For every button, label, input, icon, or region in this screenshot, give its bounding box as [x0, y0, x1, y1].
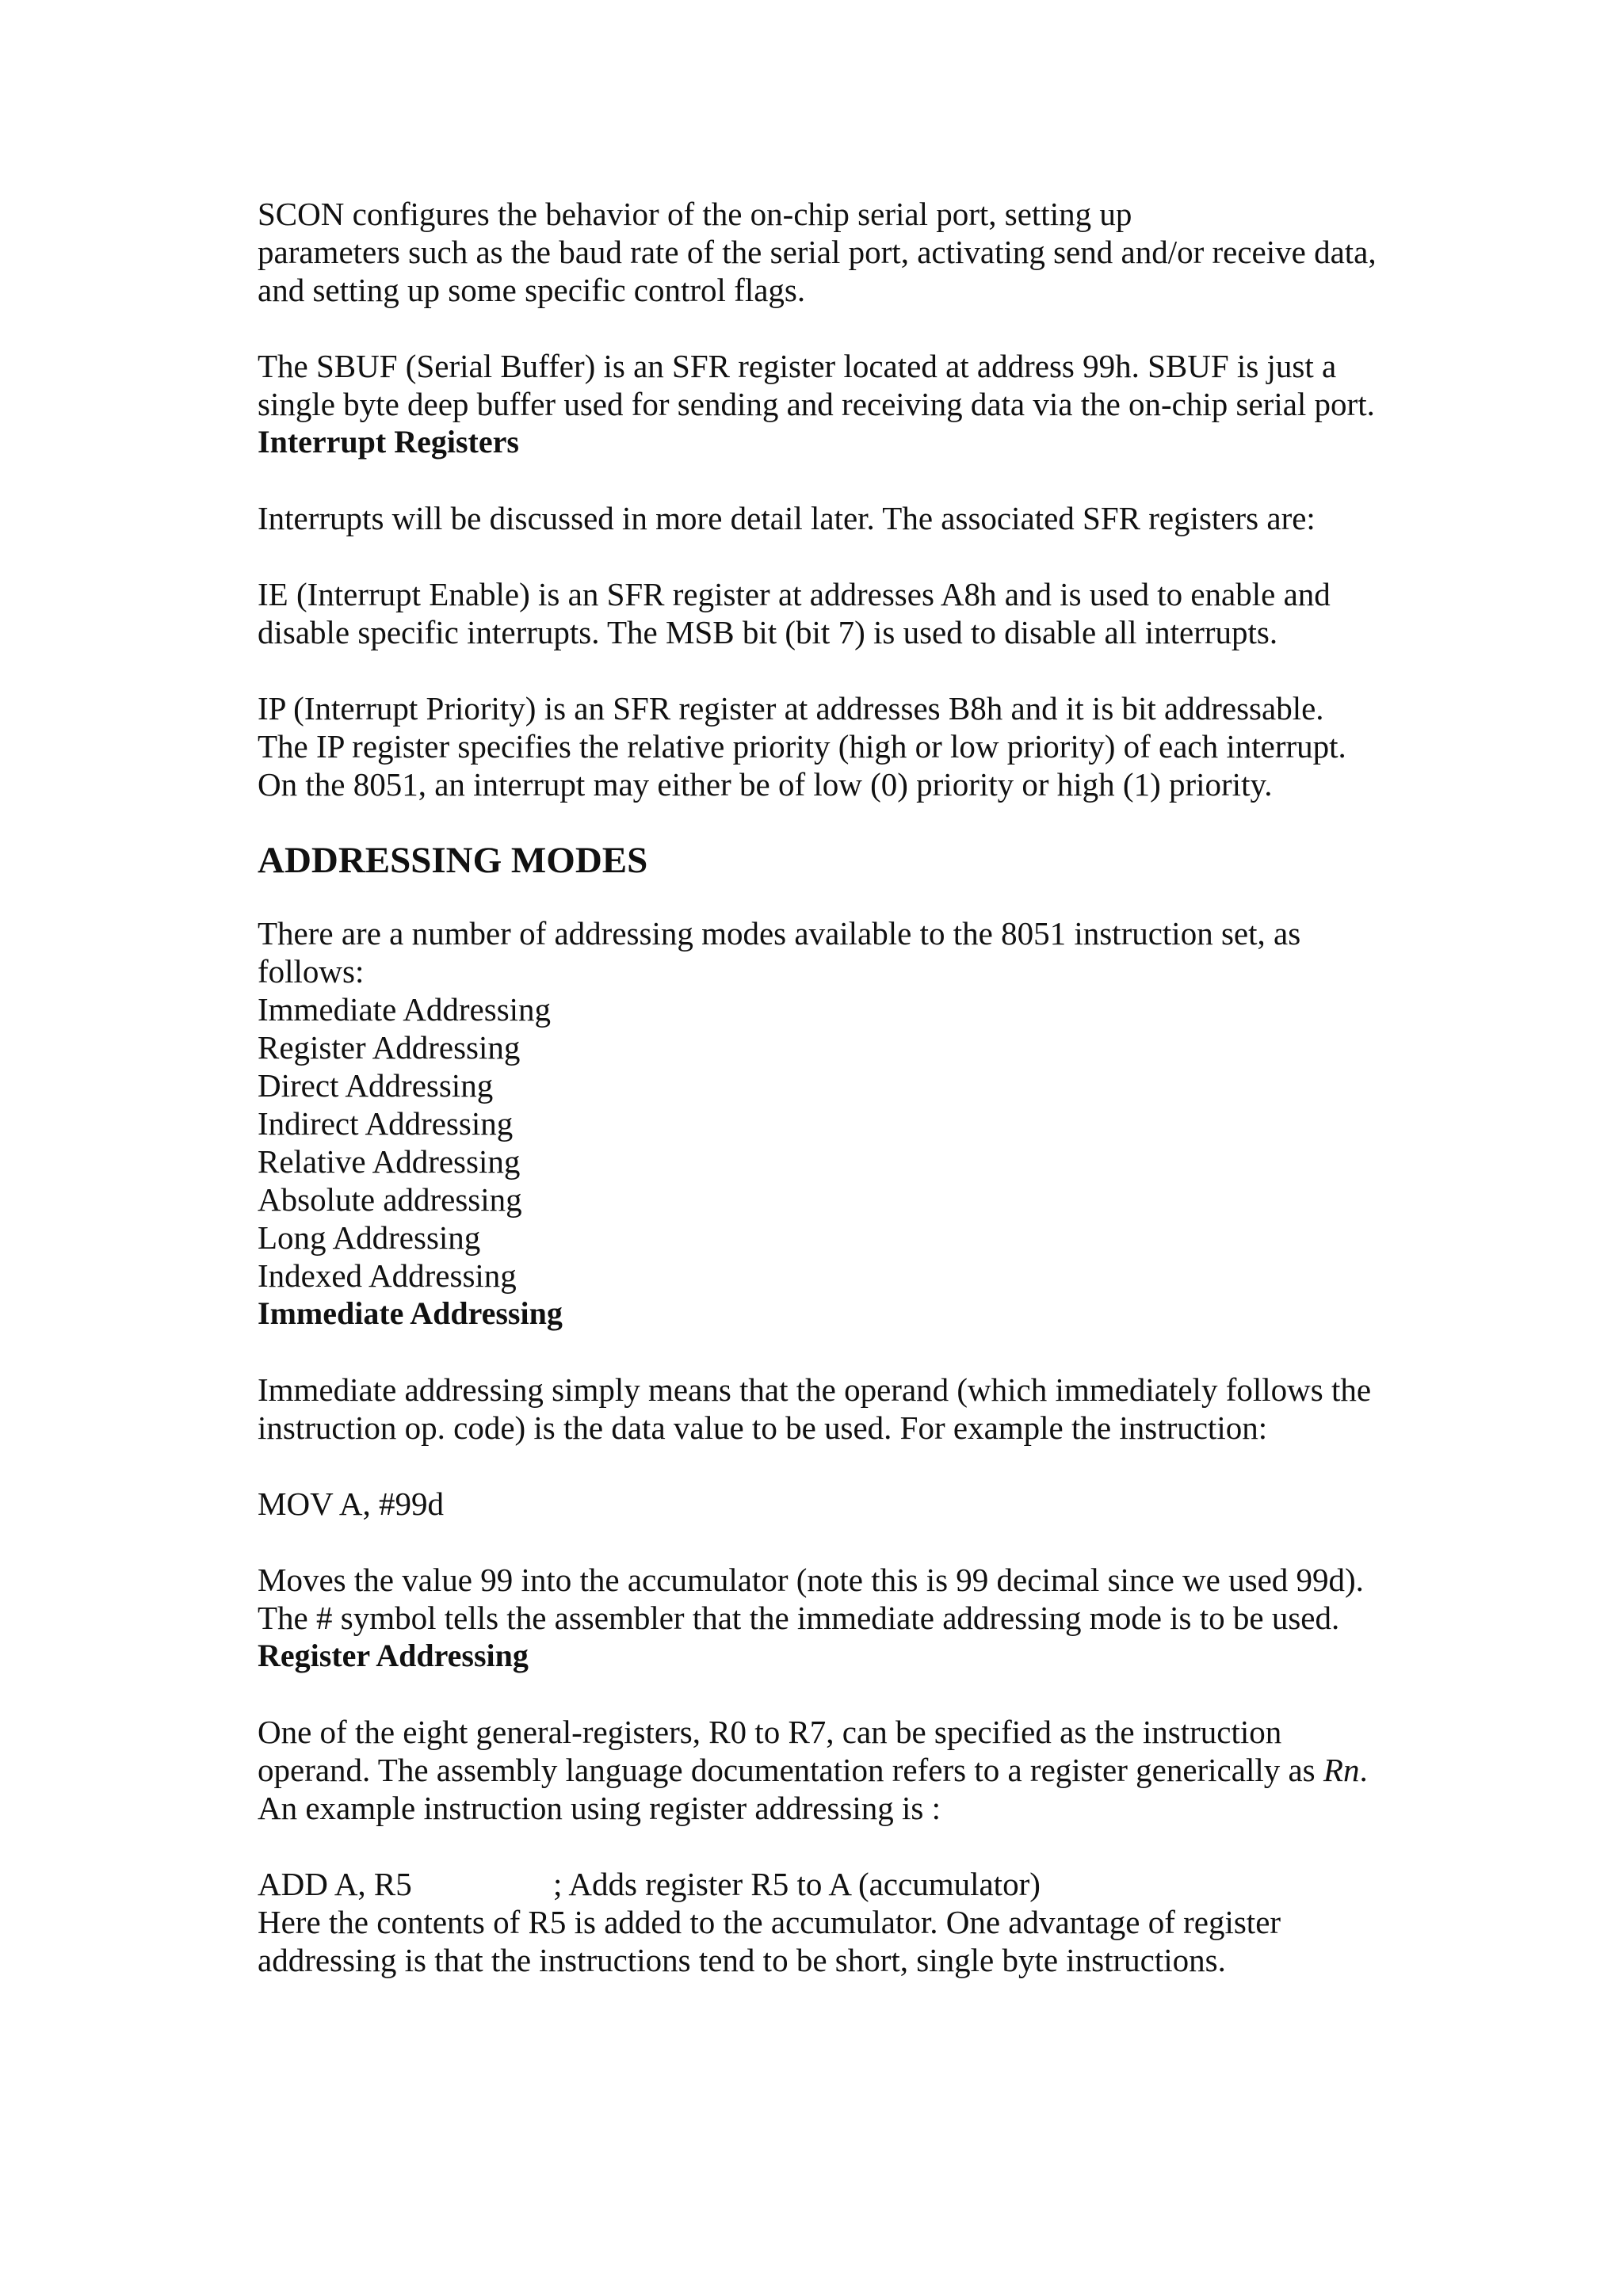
ie-paragraph — [258, 575, 1423, 651]
text-line: addressing is that the instructions tend to be short, single byte instructions. — [258, 1942, 1226, 1978]
text-line: IP (Interrupt Priority) is an SFR register at addresses B8h and it is bit addressable. — [258, 690, 1324, 727]
interrupts-intro — [258, 499, 1423, 537]
register-addressing-paragraph — [258, 1713, 1423, 1827]
code-instruction: ADD A, R5 — [258, 1866, 412, 1902]
text-line: Interrupts will be discussed in more detail later. The associated SFR registers are: — [258, 500, 1316, 536]
text-line: An example instruction using register addressing is : — [258, 1790, 941, 1826]
interrupt-registers-heading: Interrupt Registers — [258, 424, 519, 460]
text-line: Here the contents of R5 is added to the accumulator. One advantage of register — [258, 1904, 1281, 1940]
list-item: Direct Addressing — [258, 1067, 494, 1104]
ip-paragraph — [258, 689, 1423, 803]
text-line: single byte deep buffer used for sending and receiving data via the on-chip serial port. — [258, 386, 1375, 422]
list-item: Indexed Addressing — [258, 1257, 517, 1294]
text-line: disable specific interrupts. The MSB bit (bit 7) is used to disable all interrupts. — [258, 614, 1278, 650]
text-line: Moves the value 99 into the accumulator (note this is 99 decimal since we used 99d). — [258, 1562, 1364, 1598]
addressing-modes-intro — [258, 914, 1423, 990]
immediate-example — [258, 1485, 1423, 1523]
immediate-addressing-paragraph — [258, 1371, 1423, 1447]
sbuf-paragraph — [258, 347, 1423, 423]
rn-term: Rn — [1323, 1752, 1360, 1788]
list-item: Relative Addressing — [258, 1143, 521, 1180]
list-item: Indirect Addressing — [258, 1105, 514, 1142]
register-example — [258, 1865, 1423, 1903]
text-fragment: operand. The assembly language documentation refers to a register generically as — [258, 1752, 1323, 1788]
text-line: One of the eight general-registers, R0 to R7, can be specified as the instruction — [258, 1714, 1282, 1750]
code-example: MOV A, #99d — [258, 1486, 445, 1522]
text-line: parameters such as the baud rate of the serial port, activating send and/or receive data, — [258, 234, 1377, 270]
immediate-addressing-heading: Immediate Addressing — [258, 1295, 563, 1331]
code-example-row — [258, 1865, 1423, 1903]
text-line: The SBUF (Serial Buffer) is an SFR register located at address 99h. SBUF is just a — [258, 348, 1337, 384]
text-line: follows: — [258, 953, 365, 990]
addressing-modes-list — [258, 990, 1423, 1295]
text-line: There are a number of addressing modes available to the 8051 instruction set, as — [258, 915, 1301, 952]
text-line: The IP register specifies the relative priority (high or low priority) of each interrupt. — [258, 728, 1346, 765]
text-line: Immediate addressing simply means that the operand (which immediately follows the — [258, 1371, 1372, 1408]
list-item: Absolute addressing — [258, 1181, 522, 1218]
addressing-modes-heading: ADDRESSING MODES — [258, 840, 648, 881]
text-line: instruction op. code) is the data value to be used. For example the instruction: — [258, 1409, 1268, 1446]
text-line: SCON configures the behavior of the on-chip serial port, setting up — [258, 196, 1132, 232]
scon-paragraph — [258, 195, 1423, 309]
text-line: and setting up some specific control flags. — [258, 272, 806, 308]
text-line: On the 8051, an interrupt may either be of low (0) priority or high (1) priority. — [258, 766, 1273, 803]
document-page — [258, 195, 1423, 1979]
list-item: Long Addressing — [258, 1219, 481, 1256]
list-item: Immediate Addressing — [258, 991, 552, 1028]
immediate-explanation — [258, 1561, 1423, 1637]
list-item: Register Addressing — [258, 1029, 521, 1066]
text-fragment: . — [1359, 1752, 1368, 1788]
register-explanation — [258, 1903, 1423, 1979]
text-line: IE (Interrupt Enable) is an SFR register at addresses A8h and is used to enable and — [258, 576, 1331, 612]
text-line — [258, 1751, 1423, 1789]
register-addressing-heading: Register Addressing — [258, 1638, 529, 1673]
code-comment: ; Adds register R5 to A (accumulator) — [553, 1866, 1041, 1902]
text-line: The # symbol tells the assembler that the immediate addressing mode is to be used. — [258, 1600, 1340, 1636]
